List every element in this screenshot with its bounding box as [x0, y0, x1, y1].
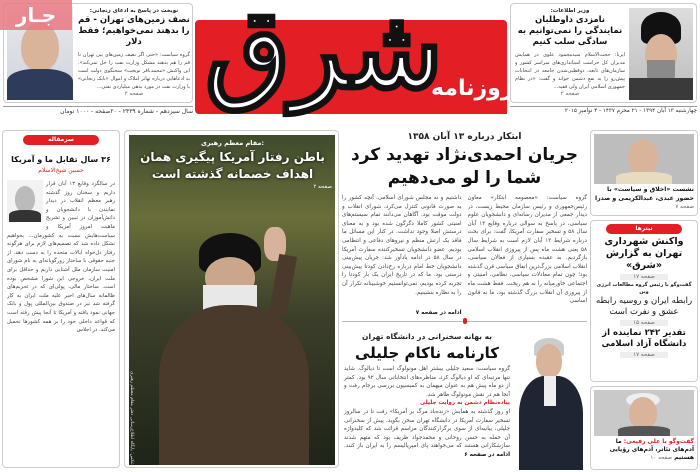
main-kicker: ابتکار درباره ۱۳ آبان ۱۳۵۸ [407, 132, 522, 142]
jalili-body-text: گروه سیاست: سعید جلیلی بیشتر اهل مونولوگ است تا دیالوگ. شاید تنها مرتبه‌ای که او دیالوگ کرد، مناظره‌های انتخاباتی سال ۹۲ بود. کمتر از دو ماه پیش هم به عنوان میهمان به کمیسیون بررسی برجام رفت و آنجا هم در نقش مونولوگ ظاهر شد. [344, 366, 510, 398]
author-photo [7, 180, 43, 222]
masthead-logo [195, 0, 514, 114]
alavi-photo [629, 8, 693, 100]
logo-subtitle: روزنامه [431, 76, 514, 101]
kicker: نوبخت در پاسخ به ادعای زنجانی: [89, 8, 179, 14]
date-line: چهارشنبه ۱۳ آبان ۱۳۹۴ - ۲۱ محرم ۱۴۳۷ - ۴ نوامبر ۲۰۱۵ [510, 106, 697, 114]
jalili-story[interactable] [342, 330, 587, 470]
rafiei-photo [594, 390, 694, 436]
jalili-body2: او روز گذشته به همایش «زنده‌باد مرگ بر آمریکا» رفت تا در سالروز تسخیر سفارت آمریکا در دانشگاه تهران سخن بگوید. پیش از سخنرانی جلیلی، بیانیه‌ای از سوی برگزارکنندگان مراسم قرائت شد که کلیدواژه آن حمله به حسن روحانی و محمدجواد ظریف بود که متهم شدند سازشکارانی هستند که می‌خواهند پای امپریالیسم را به ایران باز کنند. [344, 408, 510, 450]
top-right-story[interactable] [510, 3, 697, 103]
jalili-subhead: پیاده‌نظام دشمن به روایت جلیلی [419, 400, 510, 407]
headlines-tab: تیترها [606, 224, 682, 234]
headline: نصف زمین‌های تهران - قم را بدهند نمی‌خواهیم؛ فقط دلار [78, 15, 190, 47]
jalili-headline: کارنامه ناکام جلیلی [354, 344, 500, 362]
headlines-box [590, 220, 698, 382]
rafiei-highlight: گفت‌وگو با علی رفیعی: [623, 438, 694, 445]
main-headline: جریان احمدی‌نژاد تهدید کرد شما را لو می‌دهیم [350, 145, 579, 188]
page-ref: صفحه ۱۷ [620, 352, 668, 358]
rafiei-story[interactable] [590, 386, 698, 470]
page-ref: صفحه ۱۵ [620, 320, 668, 326]
jalili-photo [514, 330, 587, 470]
jalili-body [342, 365, 512, 468]
kicker: وزیر اطلاعات: [550, 8, 590, 14]
headline-item-0[interactable]: واکنش شهرداری تهران به گزارش «شرق» [604, 236, 684, 271]
editorial-headline: ۳۶ سال تقابل ما و آمریکا [11, 155, 111, 164]
page-ref: صفحه ۲ [124, 91, 144, 97]
abdi-story[interactable] [590, 130, 698, 216]
jalili-kicker: به بهانه سخنرانی در دانشگاه تهران [362, 332, 492, 341]
editorial-body-wrap [7, 180, 115, 463]
headline-item-1-kicker: گفت‌وگو با رئیس گروه مطالعات انرژی وین [596, 282, 692, 295]
lead-page-ref: صفحه ۲ [313, 184, 332, 190]
editorial-tab: سرمقاله [23, 135, 99, 145]
headline-item-2[interactable]: تقدیر ۲۴۲ نماینده از دانشگاه آزاد اسلامی [601, 328, 687, 349]
page-ref: صفحه ۱۷ [620, 274, 668, 280]
logo-text: شرق [205, 0, 444, 113]
body: گروه سیاست: «حتی اگر نصف زمین‌های بین تهران تا قم را هم بدهند مشکل وزارت نفت را حل نمی‌کند». این واکنش «محمدباقر نوبخت» سخنگوی دولت است به ادعاهایی درباره تهاتر املاک و اموال «بابک زنجانی» با وزارت نفت در مورد بدهی میلیاردی نفتی... [78, 52, 190, 90]
main-body-right: گروه سیاست: «معصومه ابتکار» معاون رئیس‌جمهوری و رئیس سازمان محیط زیست، در دیدار جمعی از مدیران رسانه‌ای و دانشجویان علوم سیاسی، در پاسخ به سوالی درباره وقایع ۱۳ آبان سال ۵۸ و تسخیر سفارت آمریکا، گفت: برای بحث درباره شرایط ۱۳ آبان لازم است به شرایط سال ۵۸ یعنی هشت ماه پس از پیروزی انقلاب اسلامی بازگردیم. به عقیده بسیاری از فعالان سیاسی، انقلاب اسلامی بزرگ‌ترین اتفاق سیاسی قرن گذشته بود؛ چون تمام معادلات سیاسی، نظامی، امنیتی و اجتماعی خاورمیانه را به هم ریخت. فقط هشت ماه از پیروزی آن انقلاب بزرگ گذشته بود، ما نه قانون اساسی [467, 195, 587, 305]
editorial-author: حسین شیخ‌الاسلام [38, 167, 84, 174]
lead-kicker: مقام معظم رهبری: [200, 139, 265, 147]
headline-item-1[interactable]: رابطه ایران و روسیه رابطه عشق و نفرت است [595, 296, 693, 317]
lead-headline: باطن رفتار آمریکا پیگیری همان اهداف خصمانه گذشته است [140, 150, 325, 181]
issue-line: سال سیزدهم - شماره ۲۴۳۹ - ۲۰صفحه - ۱۰۰۰ تومان [3, 106, 193, 115]
headline: نامزدی داوطلبان نمایندگی را نمی‌توانیم به سادگی سلب کنیم [517, 15, 623, 47]
continued-link[interactable]: ادامه در صفحه ۶ [464, 451, 510, 458]
page-ref: صفحه ۲ [560, 91, 580, 97]
continued-link[interactable]: ادامه در صفحه ۷ [415, 310, 462, 316]
main-story[interactable] [342, 130, 587, 322]
photo-caption: عکس: پایگاه اطلاع‌رسانی دفتر مقام معظم رهبری [129, 371, 134, 465]
page-ref: صفحه ۱۰ [650, 455, 673, 461]
abdi-photo [594, 134, 694, 184]
editorial-body: در سالگرد وقایع ۱۳ آبان قرار داریم و سخنان روز گذشته رهبر معظم انقلاب در دیدار نمایندن با دانشجویان و دانش‌آموزان در تبیین و تشریح ماهیت امروز آمریکا و سیاست‌هایش نسبت به کشورمان... بخواهیم تشکل داده شد که تصمیم‌های لازم برای هرگونه رفتار دل‌خواه ایالات متحده را به دست دهد. از جنبه حقوقی با ساختار زورگویانه‌ای به نام شورای امنیت سازمان ملل آشنایی داریم و حداقل برای ملت ایران، خروجی این شورا مشخص بوده است. ساختار مالی، پولی‌ای که در تحریم‌های ظالمانه سال‌های اخیر علیه ملت ایران به کار گرفته شد نیز در صندوق بین‌المللی پول و بانک جهانی نمود یافته و آمریکا تا آنجا پیش رفته است که قواعد داخلی خود را بر همه کشورها تحمیل می‌کند. در اجلاس [7, 181, 115, 334]
lead-photo-story[interactable] [124, 130, 339, 468]
watermark-logo: جـار [0, 0, 72, 30]
rafiei-headline: ما آدم‌های تئاتر، آدم‌های رؤیایی هستیم [609, 438, 694, 461]
editorial[interactable] [2, 130, 120, 468]
page-ref: صفحه ۷ [675, 204, 694, 210]
body: ایرنا: حجت‌الاسلام سیدمحمود علوی در همایش مدیران کل حراست استانداری‌های سراسر کشور و سازمان‌های تابعه، دوقطبی‌شدن جامعه در انتخابات پیش‌رو را به نفع دشمن خواند و گفت: «در نظام جمهوری اسلامی ایران ولی فقیه... [515, 52, 625, 90]
main-body-left: داشتیم و نه مجلس شورای اسلامی. آنچه کشور را به صورت قانونی کنترل می‌کرد، شورای انقلاب و دولت موقت بود. آگاهان می‌دانند تمام سیستم‌های امنیتی کشور کاملا دگرگون شده بود و به معنای درستش اصلا وجود نداشت. در کنار این مسائل ما فاقد یک ارتش منظم و نیروهای دفاعی و انتظامی بودیم. عضو دانشجویان تسخیرکننده سفارت آمریکا در سال ۵۸ در ادامه یادآور شد: جریان پیش‌بینی دانشجویان خط امام درباره رخ‌دادن کودتا پیش‌بینی درستی بود. ما که در تاریخ ایران یک بار کودتا را تجربه کرده بودیم، نمی‌توانستیم خوشبینانه تکرار آن را به نظاره بنشینیم. [342, 195, 462, 296]
abdi-headline: نشست «اخلاق و سیاست» با حضور عبدی، عبدالکریمی و صدرا [595, 186, 694, 202]
